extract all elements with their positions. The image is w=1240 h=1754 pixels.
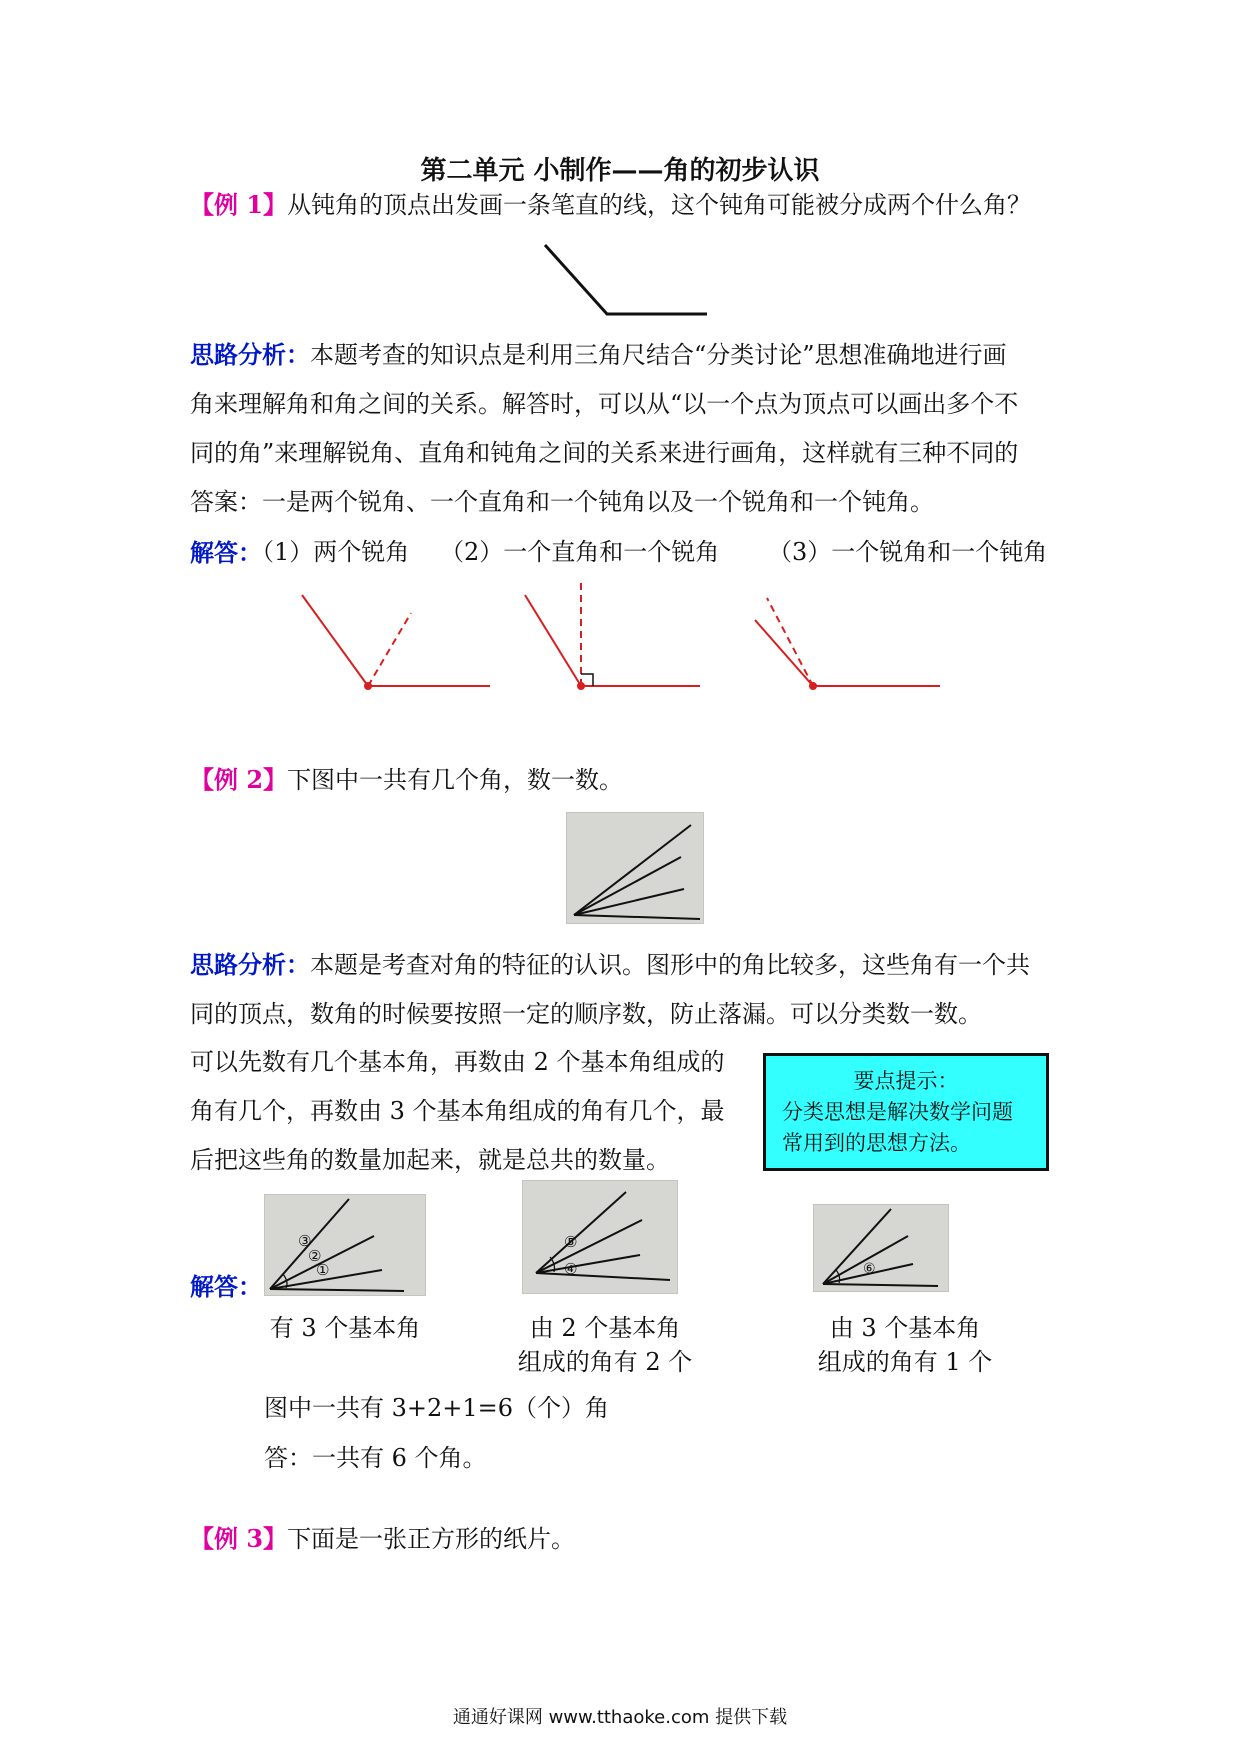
example-1-question [190,180,1031,230]
angle-label-5: ⑤ [564,1233,578,1251]
answer-1: （1）两个锐角 [250,538,410,566]
analysis-line: 角来理解角和角之间的关系。解答时，可以从“以一个点为顶点可以画出多个不 [190,390,1019,418]
caption-2: 由 2 个基本角 组成的角有 2 个 [517,1314,693,1376]
example-2-text: 下图中一共有几个角，数一数。 [287,766,624,794]
example-2-tag: 【例 2】 [190,765,288,794]
page-title: 第二单元 小制作——角的初步认识 [420,156,820,186]
analysis-line: 思路分析：本题是考查对角的特征的认识。图形中的角比较多，这些角有一个共 [190,950,1030,979]
example-3-text: 下面是一张正方形的纸片。 [287,1525,576,1553]
diagram-right-and-acute-angle [525,583,700,690]
example-2-question [190,755,623,805]
basic-angles-photo [264,1194,426,1296]
angle-count-photo [566,812,704,924]
analysis-line: 同的角”来理解锐角、直角和钝角之间的关系来进行画角，这样就有三种不同的 [190,439,1019,467]
analysis-label: 思路分析： [190,950,310,979]
angle-division-diagrams [290,580,950,700]
answer-3: （3）一个锐角和一个钝角 [768,538,1048,566]
diagram-two-acute-angles [302,595,490,690]
example-2-method: 可以先数有几个基本角，再数由 2 个基本角组成的 角有几个，再数由 3 个基本角组成的角有几个，最 后把这些角的数量加起来，就是总共的数量。 [190,1048,725,1174]
tip-line: 分类思想是解决数学问题 [782,1100,1013,1124]
total-count: 图中一共有 3+2+1=6（个）角 [264,1394,610,1422]
angle-label-3: ③ [298,1232,312,1250]
caption-1: 有 3 个基本角 [269,1314,421,1342]
tip-box [763,1053,1049,1171]
angle-label-4: ④ [564,1260,578,1278]
analysis-label: 思路分析： [190,340,310,369]
diagram-acute-and-obtuse-angle [755,598,940,690]
obtuse-angle-diagram [535,240,715,320]
analysis-line: 同的顶点，数角的时候要按照一定的顺序数，防止落漏。可以分类数一数。 [190,1000,982,1028]
tip-title: 要点提示： [853,1069,959,1093]
two-basic-angles-photo [522,1180,678,1294]
angle-label-2: ② [308,1247,322,1265]
example-1-answer-label: 解答： [190,538,262,567]
example-1-text: 从钝角的顶点出发画一条笔直的线，这个钝角可能被分成两个什么角？ [287,191,1032,219]
example-1-tag: 【例 1】 [190,190,288,219]
analysis-line: 思路分析：本题考查的知识点是利用三角尺结合“分类讨论”思想准确地进行画 [190,340,1007,369]
conclusion: 答：一共有 6 个角。 [264,1444,487,1472]
example-3-question [190,1514,575,1564]
three-basic-angles-photo [813,1204,949,1292]
answer-2: （2）一个直角和一个锐角 [440,538,720,566]
footer-credit: 通通好课网 www.tthaoke.com 提供下载 [452,1707,788,1728]
angle-label-6: ⑥ [863,1261,876,1277]
example-1-analysis [190,330,1070,527]
analysis-line: 答案：一是两个锐角、一个直角和一个钝角以及一个锐角和一个钝角。 [190,488,934,516]
example-3-tag: 【例 3】 [190,1524,288,1553]
angle-label-1: ① [316,1261,330,1279]
caption-3: 由 3 个基本角 组成的角有 1 个 [817,1314,993,1376]
example-2-answer-label: 解答： [190,1272,262,1301]
example-2-analysis [190,940,1070,1039]
tip-line: 常用到的思想方法。 [782,1131,971,1155]
obtuse-angle-lines [545,245,707,314]
